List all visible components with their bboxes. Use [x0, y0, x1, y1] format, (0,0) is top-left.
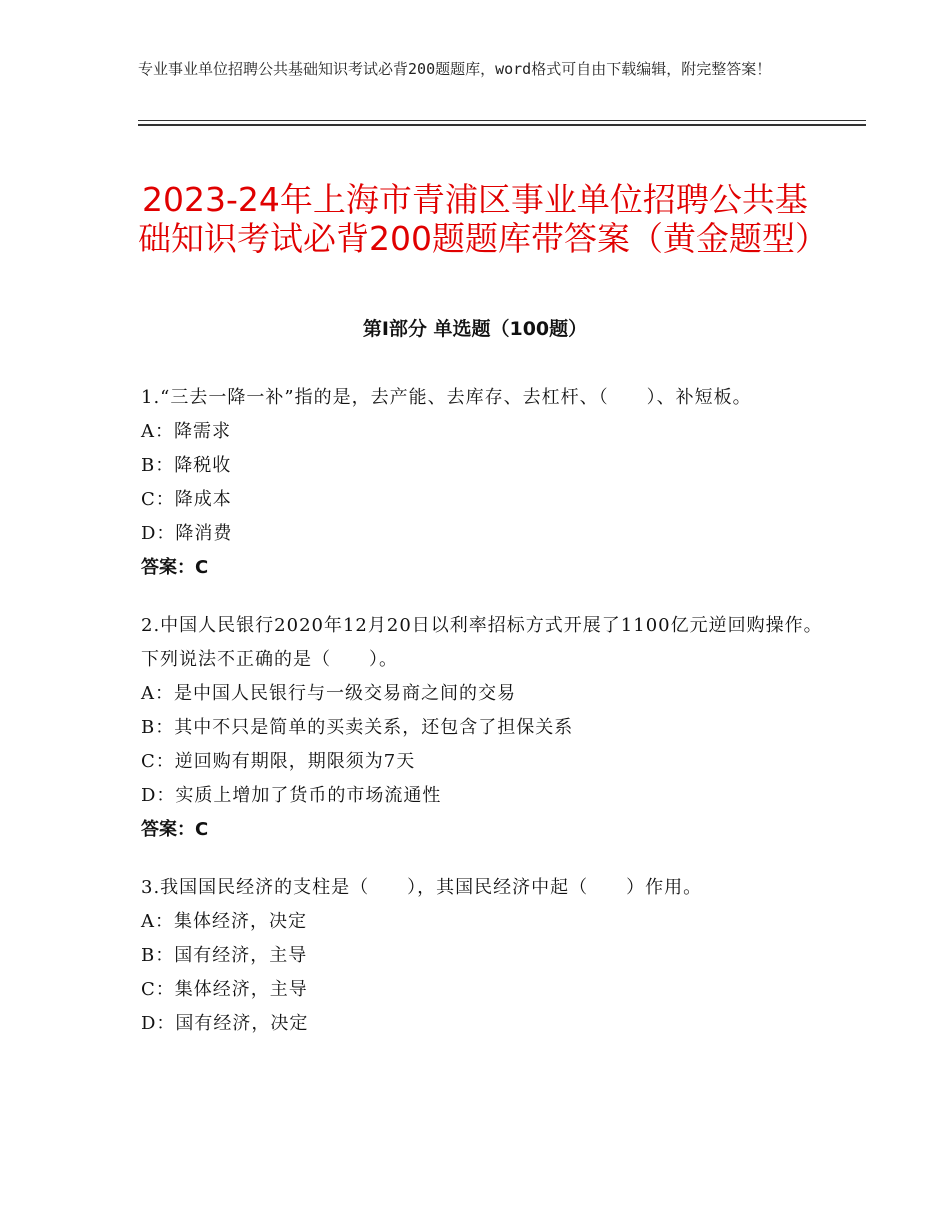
- question-2: [141, 609, 831, 847]
- option-d: D：降消费: [141, 523, 233, 544]
- question-list: [141, 381, 831, 1065]
- document-title: 2023-24年上海市青浦区事业单位招聘公共基础知识考试必背200题题库带答案（黄金题型）: [138, 180, 828, 259]
- answer-label: 答案：C: [141, 819, 209, 840]
- option-c: C：集体经济，主导: [141, 979, 308, 1000]
- question-stem: 2.中国人民银行2020年12月20日以利率招标方式开展了1100亿元逆回购操作。下列说法不正确的是（ ）。: [141, 615, 823, 670]
- option-b: B：降税收: [141, 455, 232, 476]
- option-d: D：国有经济，决定: [141, 1013, 309, 1034]
- header-divider-thick: [138, 124, 866, 126]
- question-stem: 1.“三去一降一补”指的是，去产能、去库存、去杠杆、（ ）、补短板。: [141, 387, 752, 408]
- header-divider: [138, 120, 866, 121]
- option-c: C：降成本: [141, 489, 232, 510]
- option-a: A：集体经济，决定: [141, 911, 307, 932]
- option-c: C：逆回购有期限，期限须为7天: [141, 751, 416, 772]
- section-title: 第Ⅰ部分 单选题（100题）: [362, 318, 588, 340]
- option-a: A：是中国人民银行与一级交易商之间的交易: [141, 683, 516, 704]
- option-a: A：降需求: [141, 421, 231, 442]
- question-1: [141, 381, 831, 585]
- header-note: 专业事业单位招聘公共基础知识考试必背200题题库，word格式可自由下载编辑，附完整答案！: [138, 60, 772, 78]
- question-3: [141, 871, 831, 1041]
- option-b: B：其中不只是简单的买卖关系，还包含了担保关系: [141, 717, 574, 738]
- question-stem: 3.我国国民经济的支柱是（ ），其国民经济中起（ ）作用。: [141, 877, 703, 898]
- option-b: B：国有经济，主导: [141, 945, 308, 966]
- option-d: D：实质上增加了货币的市场流通性: [141, 785, 442, 806]
- answer-label: 答案：C: [141, 557, 209, 578]
